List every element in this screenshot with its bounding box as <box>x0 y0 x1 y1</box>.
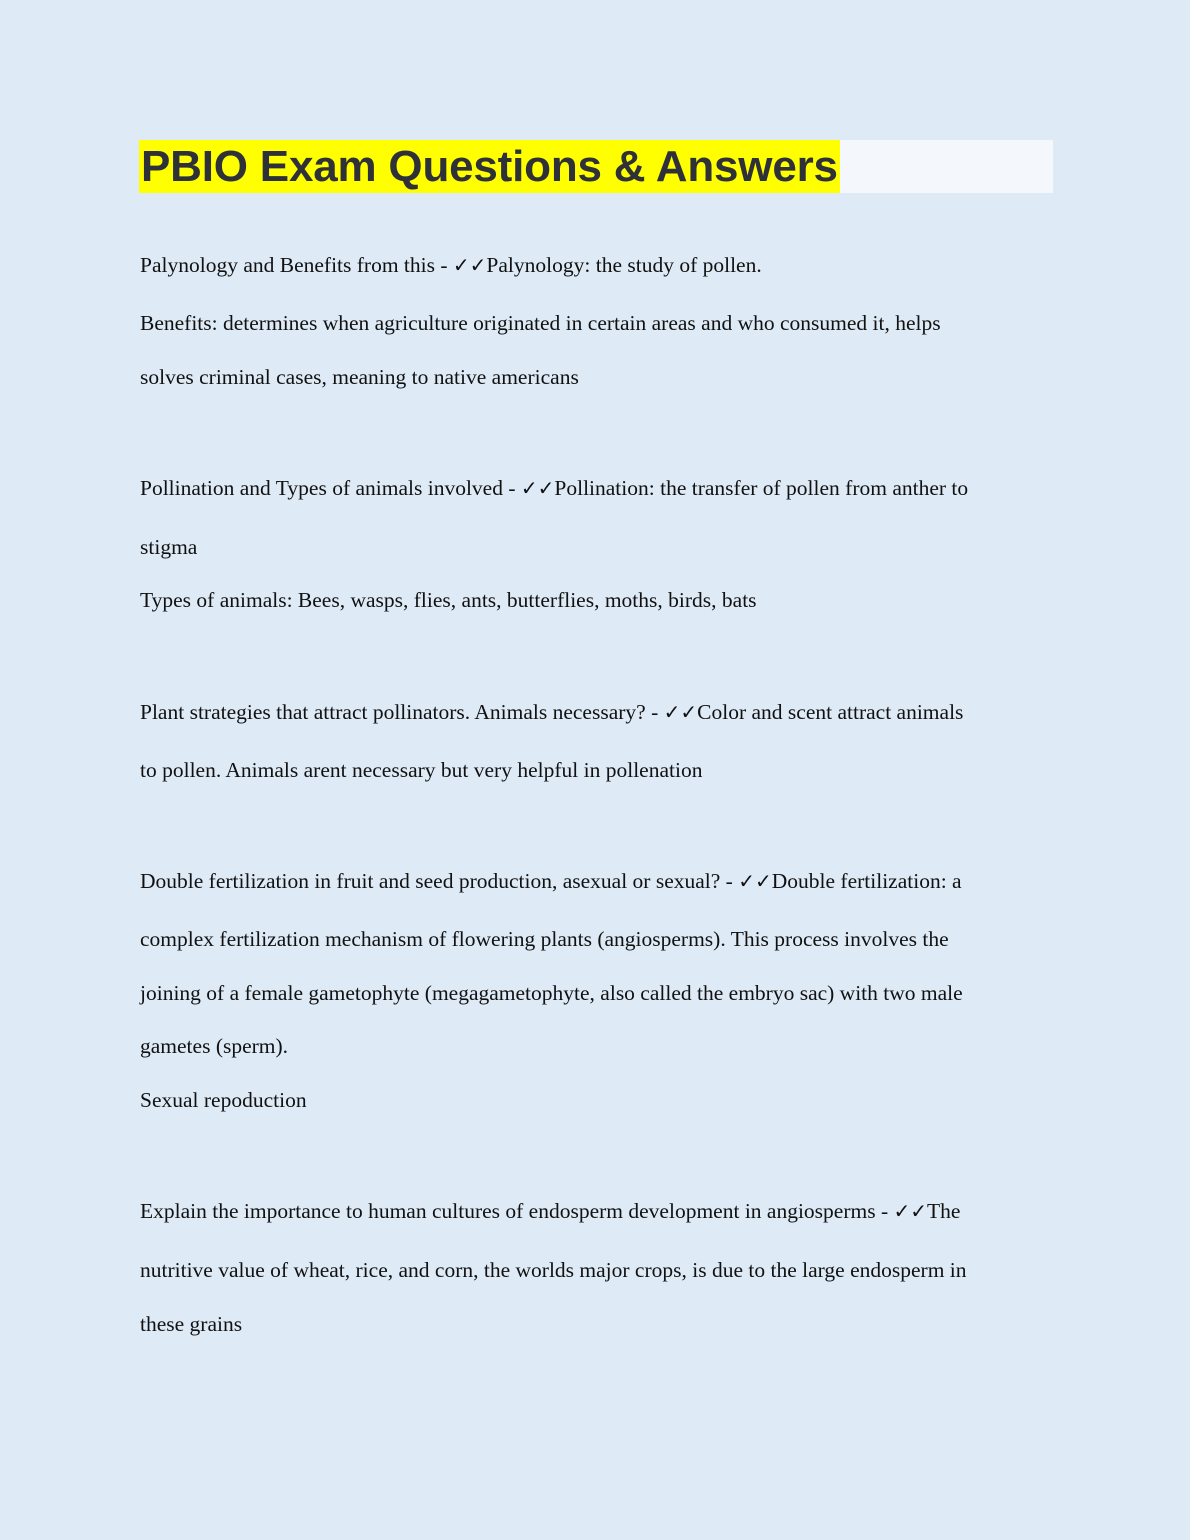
double-check-icon: ✓✓ <box>520 476 555 500</box>
answer-text: Color and scent attract animals <box>697 700 964 724</box>
double-check-icon: ✓✓ <box>893 1199 928 1223</box>
qa-item-1-line-3: solves criminal cases, meaning to native americans <box>140 365 579 389</box>
answer-text: The <box>927 1199 961 1223</box>
double-check-icon: ✓✓ <box>452 253 487 277</box>
qa-item-4-line-4: gametes (sperm). <box>140 1034 289 1058</box>
qa-item-5-line-1 <box>140 1198 960 1224</box>
question-text: Plant strategies that attract pollinators. Animals necessary? - <box>140 700 664 724</box>
double-check-icon: ✓✓ <box>738 869 772 893</box>
qa-item-2-line-2: stigma <box>140 535 198 559</box>
title-banner <box>139 140 1053 193</box>
qa-item-4-line-2: complex fertilization mechanism of flowering plants (angiosperms). This process involves the <box>140 927 949 951</box>
question-text: Palynology and Benefits from this - <box>140 253 453 277</box>
qa-item-3-line-1 <box>140 699 963 725</box>
answer-text: Pollination: the transfer of pollen from anther to <box>554 476 969 500</box>
qa-item-1-line-2: Benefits: determines when agriculture originated in certain areas and who consumed it, helps <box>140 311 941 335</box>
qa-item-2-line-1 <box>140 475 968 501</box>
question-text: Explain the importance to human cultures of endosperm development in angiosperms - <box>140 1199 894 1223</box>
qa-item-1-line-1 <box>140 252 762 278</box>
qa-item-4-line-3: joining of a female gametophyte (megagametophyte, also called the embryo sac) with two male <box>140 981 963 1005</box>
qa-item-3-line-2: to pollen. Animals arent necessary but very helpful in pollenation <box>140 758 703 782</box>
qa-item-5-line-3: these grains <box>140 1312 243 1336</box>
question-text: Pollination and Types of animals involved - <box>140 476 521 500</box>
qa-item-4-line-1 <box>140 868 962 894</box>
double-check-icon: ✓✓ <box>663 700 698 724</box>
document-title: PBIO Exam Questions & Answers <box>141 142 838 191</box>
qa-item-4-line-5: Sexual repoduction <box>140 1088 307 1112</box>
qa-item-2-line-3: Types of animals: Bees, wasps, flies, ants, butterflies, moths, birds, bats <box>140 588 757 612</box>
answer-text: Palynology: the study of pollen. <box>486 253 762 277</box>
answer-text: Double fertilization: a <box>771 869 962 893</box>
qa-item-5-line-2: nutritive value of wheat, rice, and corn, the worlds major crops, is due to the large endosperm in <box>140 1258 967 1282</box>
question-text: Double fertilization in fruit and seed production, asexual or sexual? - <box>140 869 739 893</box>
